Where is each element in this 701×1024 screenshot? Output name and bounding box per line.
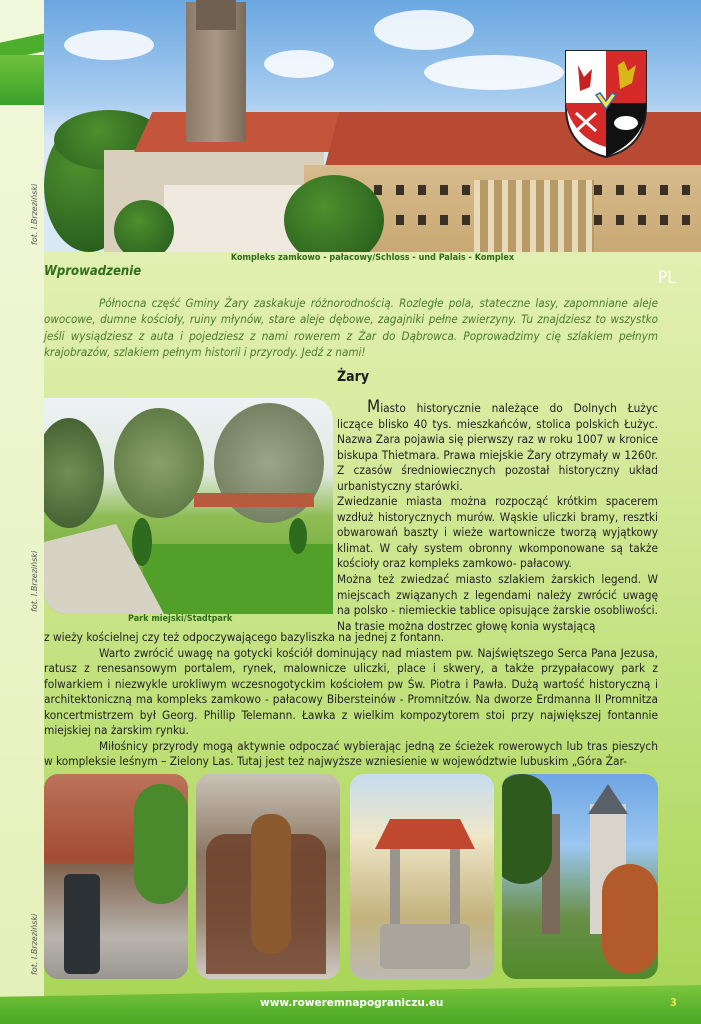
- photo-telemann-bench: [196, 774, 340, 979]
- dropcap: M: [367, 397, 381, 417]
- coat-of-arms-icon: [562, 47, 650, 159]
- photo-church-towers: [502, 774, 658, 979]
- hero-caption: Kompleks zamkowo - pałacowy/Schloss - und Palais - Komplex: [230, 253, 515, 263]
- photo-old-pump: [44, 774, 188, 979]
- park-caption: Park miejski/Stadtpark: [128, 614, 233, 624]
- footer-url: www.roweremnapograniczu.eu: [260, 997, 444, 1009]
- body-paragraph-4: z wieży kościelnej czy też odpoczywającego bazyliszka na jednej z fontann.: [44, 630, 445, 644]
- page-number: 3: [670, 996, 677, 1009]
- left-decor-tab: [0, 55, 44, 105]
- photo-credit: fot. I.Brzeziński: [30, 183, 39, 245]
- photo-well: [350, 774, 494, 979]
- park-photo: [44, 398, 333, 614]
- body-paragraph-2: Zwiedzanie miasta można rozpocząć krótkim spacerem wzdłuż historycznych murów. Wąskie uliczki bramy, resztki obwarowań baszty i wieże wartownicze tworzą wyjątkowy klimat. W cały system obronny wkomponowane są także kościoły oraz kompleks zamkowo- pałacowy.: [337, 494, 658, 571]
- city-heading: Żary: [337, 369, 370, 385]
- body-paragraph-3: Można też zwiedzać miasto szlakiem żarskich legend. W miejscach związanych z legendami należy zwrócić uwagę na polsko - niemieckie tablice opisujące żarskie osobliwości. Na trasie można dostrzec głowę konia wystającą: [337, 572, 658, 633]
- section-heading: Wprowadzenie: [44, 264, 142, 279]
- body-paragraph-1: iasto historycznie należące do Dolnych Łużyc liczące blisko 40 tys. mieszkańców, stolica polskich Łużyc. Nazwa Zara pojawia się pierwszy raz w roku 1007 w kronice biskupa Thietmara. Prawa miejskie Żary otrzymały w 1260r. Z czasów średniowiecznych pozostał historyczny układ urbanistyczny starówki.: [337, 401, 658, 493]
- intro-paragraph: Północna część Gminy Żary zaskakuje różnorodnością. Rozległe pola, stateczne lasy, zapomniane aleje owocowe, dumne kościoły, ruiny młynów, stare aleje dębowe, zagajniki pełne zwierzyny. Tu znajdziesz to wszystko jeśli wysiądziesz z auta i pojedziesz z nami rowerem z Żar do Dąbrowca. Poprowadzimy cię szlakiem pełnym krajobrazów, szlakiem pełnym historii i przyrody. Jedź z nami!: [44, 296, 658, 360]
- photo-credit: fot. I.Brzeziński: [30, 550, 39, 612]
- photo-credit: fot. I.Brzeziński: [30, 913, 39, 975]
- body-paragraph-6: Miłośnicy przyrody mogą aktywnie odpoczać wybierając jedną ze ścieżek rowerowych lub tras pieszych w kompleksie leśnym – Zielony Las. Tutaj jest też najwyższe wzniesienie w województwie lubuskim „Góra Żar-: [44, 738, 658, 769]
- body-text-column: [337, 397, 658, 634]
- language-label: PL: [658, 268, 676, 288]
- body-paragraph-5: Warto zwrócić uwagę na gotycki kościół dominujący nad miastem pw. Najświętszego Serca Pana Jezusa, ratusz z renesansowym portalem, rynek, malownicze uliczki, place i skwery, a także przypałacowy park z folwarkiem i niezwykle urokliwym wczesnogotyckim kościołem pw Św. Piotra i Pawła. Dużą wartość historyczną i architektoniczną ma kompleks zamkowo - pałacowy Bibersteinów - Promnitzów. Na dworze Erdmanna II Promnitza koncertmistrzem był Georg. Phillip Telemann. Ławka z wielkim kompozytorem stoi przy największej fontannie miejskiej na żarskim rynku.: [44, 645, 658, 738]
- left-decor-stripe: [0, 0, 44, 1024]
